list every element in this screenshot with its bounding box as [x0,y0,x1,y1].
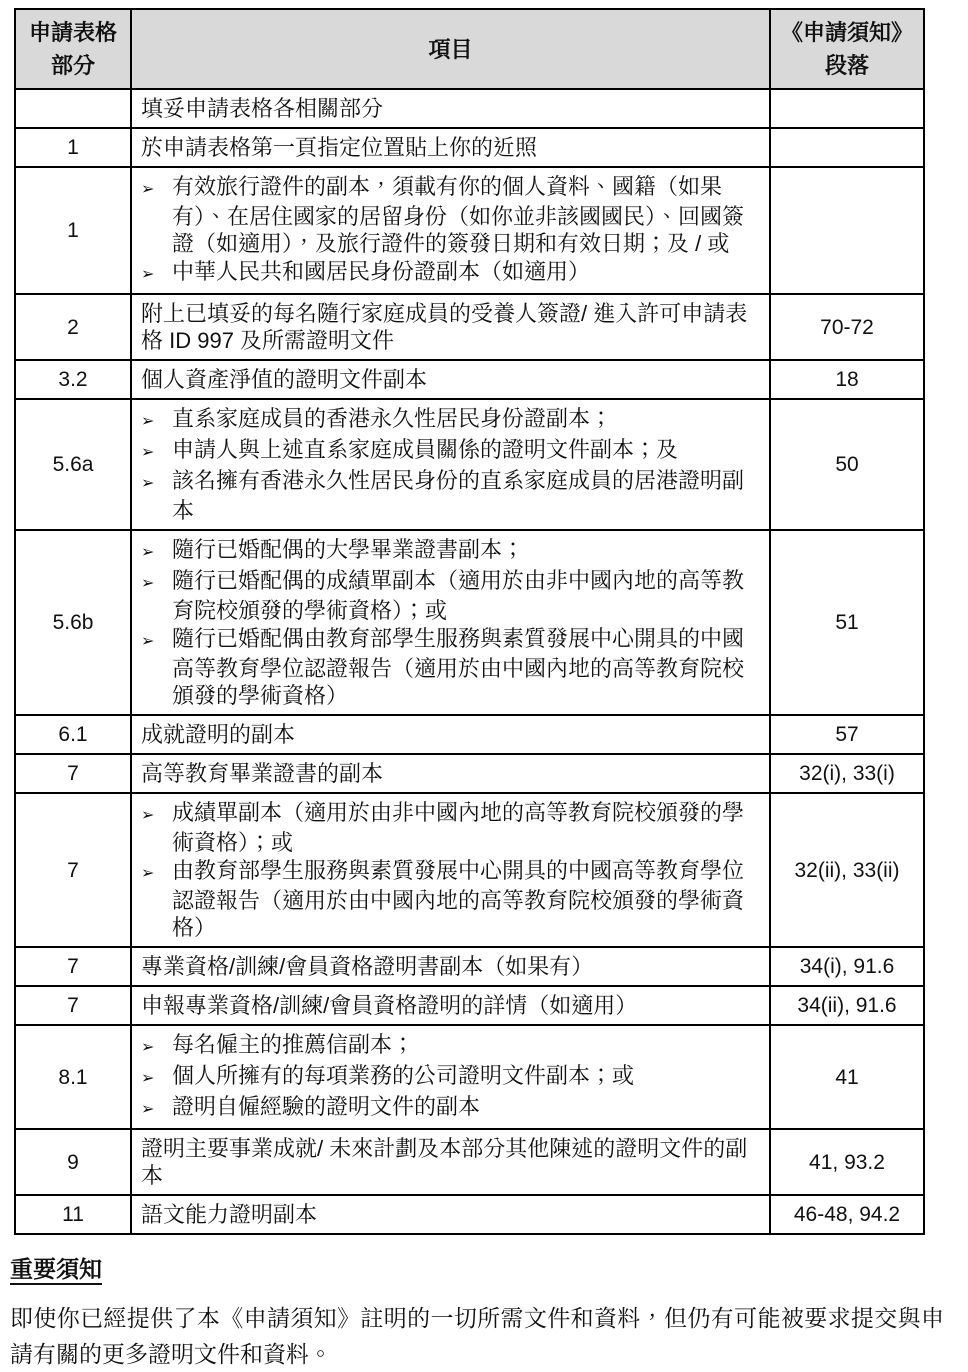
table-row [15,89,924,128]
header-item-column: 項目 [131,9,770,89]
part-cell: 7 [15,947,131,986]
item-cell [131,715,770,754]
item-line [141,95,761,122]
item-text: 隨行已婚配偶的成績單副本（適用於由非中國內地的高等教育院校頒發的學術資格）；或 [172,568,745,623]
paragraph-cell: 34(ii), 91.6 [770,986,924,1025]
item-text: 隨行已婚配偶由教育部學生服務與素質發展中心開具的中國高等教育學位認證報告（適用於由中國內地的高等教育院校頒發的學術資格） [172,626,745,708]
item-text: 證明自僱經驗的證明文件的副本 [172,1094,481,1119]
important-notice-section [10,1251,966,1372]
header-paragraph-line2: 段落 [824,53,869,78]
item-text: 中華人民共和國居民身份證副本（如適用） [172,259,591,284]
item-text: 申請人與上述直系家庭成員關係的證明文件副本；及 [172,437,679,462]
item-text: 證明主要事業成就/ 未來計劃及本部分其他陳述的證明文件的副本 [141,1136,748,1188]
arrowhead-bullet-icon: ➢ [141,444,155,461]
table-row [15,1025,924,1129]
item-line [141,760,761,787]
item-line [141,173,761,257]
paragraph-cell: 41, 93.2 [770,1129,924,1195]
paragraph-cell: 50 [770,399,924,530]
item-line [141,799,761,856]
item-cell [131,294,770,360]
item-cell [131,947,770,986]
item-cell [131,399,770,530]
table-row [15,530,924,715]
important-notice-body: 即使你已經提供了本《申請須知》註明的一切所需文件和資料，但仍有可能被要求提交與申請有關的更多證明文件和資料。 [10,1305,944,1367]
item-text: 有效旅行證件的副本，須載有你的個人資料、國籍（如果有）、在居住國家的居留身份（如你並非該國國民）、回國簽證（如適用），及旅行證件的簽發日期和有效日期；及 / 或 [172,174,745,256]
part-cell: 7 [15,986,131,1025]
item-text: 成績單副本（適用於由非中國內地的高等教育院校頒發的學術資格）；或 [172,800,745,855]
arrowhead-bullet-icon: ➢ [141,865,155,882]
item-text: 隨行已婚配偶的大學畢業證書副本； [172,537,525,562]
item-line [141,567,761,624]
item-cell [131,128,770,167]
part-cell: 7 [15,754,131,793]
part-cell: 6.1 [15,715,131,754]
part-cell: 9 [15,1129,131,1195]
table-row [15,128,924,167]
table-row [15,360,924,399]
item-line [141,1031,761,1061]
part-cell: 3.2 [15,360,131,399]
table-row [15,947,924,986]
arrowhead-bullet-icon: ➢ [141,475,155,492]
table-row [15,1129,924,1195]
table-row [15,986,924,1025]
item-text: 於申請表格第一頁指定位置貼上你的近照 [141,135,538,160]
paragraph-cell: 46-48, 94.2 [770,1195,924,1234]
item-cell [131,530,770,715]
item-text: 直系家庭成員的香港永久性居民身份證副本； [172,406,613,431]
header-part-column [15,9,131,89]
item-line [141,300,761,354]
item-cell [131,360,770,399]
arrowhead-bullet-icon: ➢ [141,266,155,283]
item-text: 語文能力證明副本 [141,1202,318,1227]
part-cell: 2 [15,294,131,360]
item-cell [131,1025,770,1129]
item-line [141,1201,761,1228]
arrowhead-bullet-icon: ➢ [141,807,155,824]
item-line [141,1062,761,1092]
item-cell [131,1195,770,1234]
item-cell [131,793,770,947]
paragraph-cell: 41 [770,1025,924,1129]
important-notice-heading: 重要須知 [10,1256,102,1282]
arrowhead-bullet-icon: ➢ [141,544,155,561]
paragraph-cell [770,89,924,128]
header-paragraph-line1: 《申請須知》 [780,20,913,45]
item-text: 個人所擁有的每項業務的公司證明文件副本；或 [172,1063,635,1088]
header-part-line1: 申請表格 [28,20,117,45]
table-row [15,167,924,294]
item-text: 申報專業資格/訓練/會員資格證明的詳情（如適用） [141,993,638,1018]
item-cell [131,167,770,294]
part-cell [15,89,131,128]
item-text: 高等教育畢業證書的副本 [141,761,384,786]
table-row [15,399,924,530]
item-line [141,625,761,709]
item-line [141,134,761,161]
item-text: 該名擁有香港永久性居民身份的直系家庭成員的居港證明副本 [172,468,745,523]
item-text: 成就證明的副本 [141,722,296,747]
part-cell: 7 [15,793,131,947]
paragraph-cell [770,128,924,167]
paragraph-cell [770,167,924,294]
item-line [141,405,761,435]
item-cell [131,1129,770,1195]
item-line [141,953,761,980]
item-cell [131,986,770,1025]
item-text: 每名僱主的推薦信副本； [172,1032,415,1057]
item-line [141,467,761,524]
paragraph-cell: 32(ii), 33(ii) [770,793,924,947]
paragraph-cell: 70-72 [770,294,924,360]
table-row [15,1195,924,1234]
arrowhead-bullet-icon: ➢ [141,575,155,592]
item-line [141,857,761,941]
header-paragraph-column [770,9,924,89]
required-documents-table [14,8,925,1235]
table-row [15,793,924,947]
arrowhead-bullet-icon: ➢ [141,1101,155,1118]
part-cell: 8.1 [15,1025,131,1129]
item-text: 個人資產淨值的證明文件副本 [141,367,428,392]
item-line [141,366,761,393]
item-line [141,1135,761,1189]
arrowhead-bullet-icon: ➢ [141,1039,155,1056]
item-line [141,258,761,288]
checklist-body [15,89,924,1234]
part-cell: 5.6a [15,399,131,530]
item-text: 專業資格/訓練/會員資格證明書副本（如果有） [141,954,594,979]
item-line [141,436,761,466]
item-text: 由教育部學生服務與素質發展中心開具的中國高等教育學位認證報告（適用於由中國內地的高等教育院校頒發的學術資格） [172,858,745,940]
table-row [15,294,924,360]
part-cell: 11 [15,1195,131,1234]
item-text: 填妥申請表格各相關部分 [141,96,384,121]
table-row [15,715,924,754]
arrowhead-bullet-icon: ➢ [141,633,155,650]
part-cell: 1 [15,128,131,167]
part-cell: 1 [15,167,131,294]
part-cell: 5.6b [15,530,131,715]
item-line [141,536,761,566]
table-header-row [15,9,924,89]
paragraph-cell: 57 [770,715,924,754]
arrowhead-bullet-icon: ➢ [141,181,155,198]
item-cell [131,754,770,793]
paragraph-cell: 32(i), 33(i) [770,754,924,793]
item-line [141,992,761,1019]
item-line [141,721,761,748]
item-cell [131,89,770,128]
paragraph-cell: 51 [770,530,924,715]
item-line [141,1093,761,1123]
header-part-line2: 部分 [50,53,95,78]
item-text: 附上已填妥的每名隨行家庭成員的受養人簽證/ 進入許可申請表格 ID 997 及所需證明文件 [141,301,748,353]
arrowhead-bullet-icon: ➢ [141,1070,155,1087]
table-row [15,754,924,793]
arrowhead-bullet-icon: ➢ [141,413,155,430]
paragraph-cell: 34(i), 91.6 [770,947,924,986]
paragraph-cell: 18 [770,360,924,399]
